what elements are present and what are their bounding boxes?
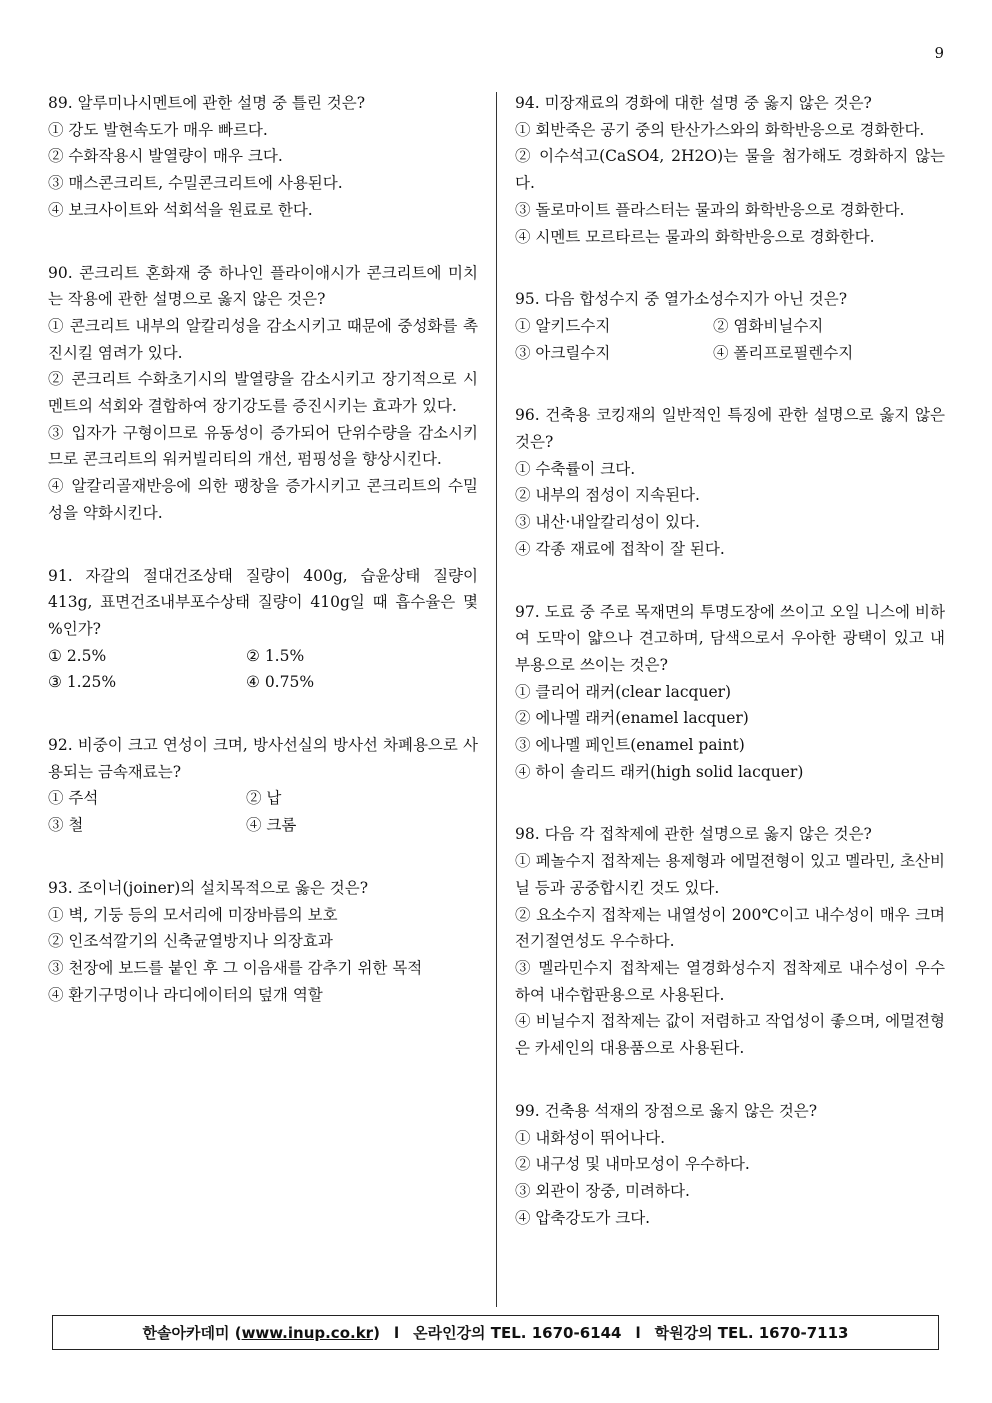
- option-4: ④ 크롬: [246, 816, 297, 835]
- options-grid: [48, 785, 478, 838]
- footer-online: 온라인강의 TEL. 1670-6144: [413, 1324, 622, 1342]
- option-1: ① 회반죽은 공기 중의 탄산가스와의 화학반응으로 경화한다.: [515, 120, 925, 139]
- question-text: 94. 미장재료의 경화에 대한 설명 중 옳지 않은 것은?: [515, 94, 872, 112]
- footer-url-close: ): [373, 1323, 380, 1342]
- footer-separator: l: [635, 1323, 641, 1342]
- options-grid: [48, 643, 478, 696]
- footer-separator: l: [393, 1323, 400, 1342]
- option-3: ③ 아크릴수지: [515, 343, 611, 362]
- option-4: ④ 폴리프로필렌수지: [713, 343, 854, 362]
- option-3: ③ 외관이 장중, 미려하다.: [515, 1181, 690, 1200]
- question-91: [48, 563, 478, 697]
- question-text: 89. 알루미나시멘트에 관한 설명 중 틀린 것은?: [48, 94, 366, 112]
- option-3: ③ 에나멜 페인트(enamel paint): [515, 736, 745, 755]
- page-number: 9: [934, 44, 944, 62]
- footer-url-link[interactable]: www.inup.co.kr: [241, 1323, 374, 1342]
- question-90: [48, 260, 478, 527]
- question-99: [515, 1098, 945, 1232]
- option-4: ④ 보크사이트와 석회석을 원료로 한다.: [48, 200, 313, 219]
- option-2: ② 콘크리트 수화초기시의 발열량을 감소시키고 장기적으로 시멘트의 석회와 결합하여 장기강도를 증진시키는 효과가 있다.: [48, 370, 478, 416]
- question-text: 93. 조이너(joiner)의 설치목적으로 옳은 것은?: [48, 878, 369, 897]
- options-grid: [515, 313, 945, 366]
- left-column: [48, 90, 478, 1044]
- option-2: ② 납: [246, 789, 282, 808]
- option-4: ④ 압축강도가 크다.: [515, 1208, 651, 1227]
- option-2: ② 요소수지 접착제는 내열성이 200℃이고 내수성이 매우 크며 전기절연성도 우수하다.: [515, 905, 945, 951]
- question-95: [515, 286, 945, 366]
- option-4: ④ 비닐수지 접착제는 값이 저렴하고 작업성이 좋으며, 에멀젼형은 카세인의 대용품으로 사용된다.: [515, 1012, 945, 1058]
- footer-banner: [52, 1315, 939, 1350]
- option-2: ② 1.5%: [246, 646, 305, 665]
- question-96: [515, 402, 945, 562]
- option-4: ④ 시멘트 모르타르는 물과의 화학반응으로 경화한다.: [515, 227, 875, 246]
- question-text: 90. 콘크리트 혼화재 중 하나인 플라이애시가 콘크리트에 미치는 작용에 관한 설명으로 옳지 않은 것은?: [48, 263, 478, 309]
- option-1: ① 강도 발현속도가 매우 빠르다.: [48, 120, 268, 139]
- question-text: 92. 비중이 크고 연성이 크며, 방사선실의 방사선 차폐용으로 사용되는 금속재료는?: [48, 736, 478, 781]
- option-4: ④ 하이 솔리드 래커(high solid lacquer): [515, 762, 804, 781]
- option-3: ③ 1.25%: [48, 673, 117, 692]
- option-3: ③ 매스콘크리트, 수밀콘크리트에 사용된다.: [48, 174, 343, 193]
- option-1: ① 콘크리트 내부의 알칼리성을 감소시키고 때문에 중성화를 촉진시킬 염려가 있다.: [48, 316, 478, 362]
- option-2: ② 염화비닐수지: [713, 316, 824, 335]
- question-97: [515, 599, 945, 786]
- question-93: [48, 875, 478, 1009]
- option-1: ① 페놀수지 접착제는 용제형과 에멀젼형이 있고 멜라민, 초산비닐 등과 공중합시킨 것도 있다.: [515, 852, 945, 897]
- option-3: ③ 천장에 보드를 붙인 후 그 이음새를 감추기 위한 목적: [48, 958, 423, 977]
- question-98: [515, 821, 945, 1061]
- footer-academy: 한솔아카데미: [142, 1324, 230, 1342]
- option-3: ③ 돌로마이트 플라스터는 물과의 화학반응으로 경화한다.: [515, 200, 905, 219]
- footer-url-open: (: [234, 1323, 242, 1342]
- option-3: ③ 입자가 구형이므로 유동성이 증가되어 단위수량을 감소시키므로 콘크리트의 워커빌리티의 개선, 펌핑성을 향상시킨다.: [48, 423, 478, 469]
- footer-offline: 학원강의 TEL. 1670-7113: [654, 1324, 849, 1342]
- option-4: ④ 환기구멍이나 라디에이터의 덮개 역할: [48, 985, 323, 1004]
- option-1: ① 알키드수지: [515, 316, 611, 335]
- question-text: 95. 다음 합성수지 중 열가소성수지가 아닌 것은?: [515, 290, 848, 309]
- option-1: ① 2.5%: [48, 646, 107, 665]
- option-3: ③ 멜라민수지 접착제는 열경화성수지 접착제로 내수성이 우수하여 내수합판용으로 사용된다.: [515, 958, 945, 1004]
- question-89: [48, 90, 478, 224]
- option-1: ① 클리어 래커(clear lacquer): [515, 682, 732, 701]
- option-4: ④ 0.75%: [246, 673, 315, 692]
- option-3: ③ 내산·내알칼리성이 있다.: [515, 513, 700, 532]
- right-column: [515, 90, 945, 1267]
- option-2: ② 이수석고(CaSO4, 2H2O)는 물을 첨가해도 경화하지 않는다.: [515, 147, 945, 193]
- question-text: 97. 도료 중 주로 목재면의 투명도장에 쓰이고 오일 니스에 비하여 도막이 얇으나 견고하며, 담색으로서 우아한 광택이 있고 내부용으로 쓰이는 것은?: [515, 602, 945, 674]
- option-2: ② 내부의 점성이 지속된다.: [515, 486, 700, 505]
- question-text: 98. 다음 각 접착제에 관한 설명으로 옳지 않은 것은?: [515, 825, 872, 844]
- question-text: 99. 건축용 석재의 장점으로 옳지 않은 것은?: [515, 1101, 818, 1120]
- option-2: ② 수화작용시 발열량이 매우 크다.: [48, 147, 283, 166]
- option-1: ① 주석: [48, 789, 99, 808]
- option-2: ② 인조석깔기의 신축균열방지나 의장효과: [48, 932, 333, 951]
- option-1: ① 내화성이 뛰어나다.: [515, 1128, 666, 1147]
- option-2: ② 에나멜 래커(enamel lacquer): [515, 709, 749, 728]
- question-92: [48, 732, 478, 839]
- option-2: ② 내구성 및 내마모성이 우수하다.: [515, 1155, 750, 1174]
- option-1: ① 벽, 기둥 등의 모서리에 미장바름의 보호: [48, 905, 338, 924]
- column-divider: [496, 92, 497, 1307]
- question-text: 96. 건축용 코킹재의 일반적인 특징에 관한 설명으로 옳지 않은 것은?: [515, 406, 945, 452]
- question-94: [515, 90, 945, 250]
- option-1: ① 수축률이 크다.: [515, 459, 636, 478]
- question-text: 91. 자갈의 절대건조상태 질량이 400g, 습윤상태 질량이 413g, 표면건조내부포수상태 질량이 410g일 때 흡수율은 몇 %인가?: [48, 566, 478, 638]
- option-4: ④ 각종 재료에 접착이 잘 된다.: [515, 539, 725, 558]
- option-4: ④ 알칼리골재반응에 의한 팽창을 증가시키고 콘크리트의 수밀성을 약화시킨다.: [48, 477, 478, 522]
- option-3: ③ 철: [48, 816, 84, 835]
